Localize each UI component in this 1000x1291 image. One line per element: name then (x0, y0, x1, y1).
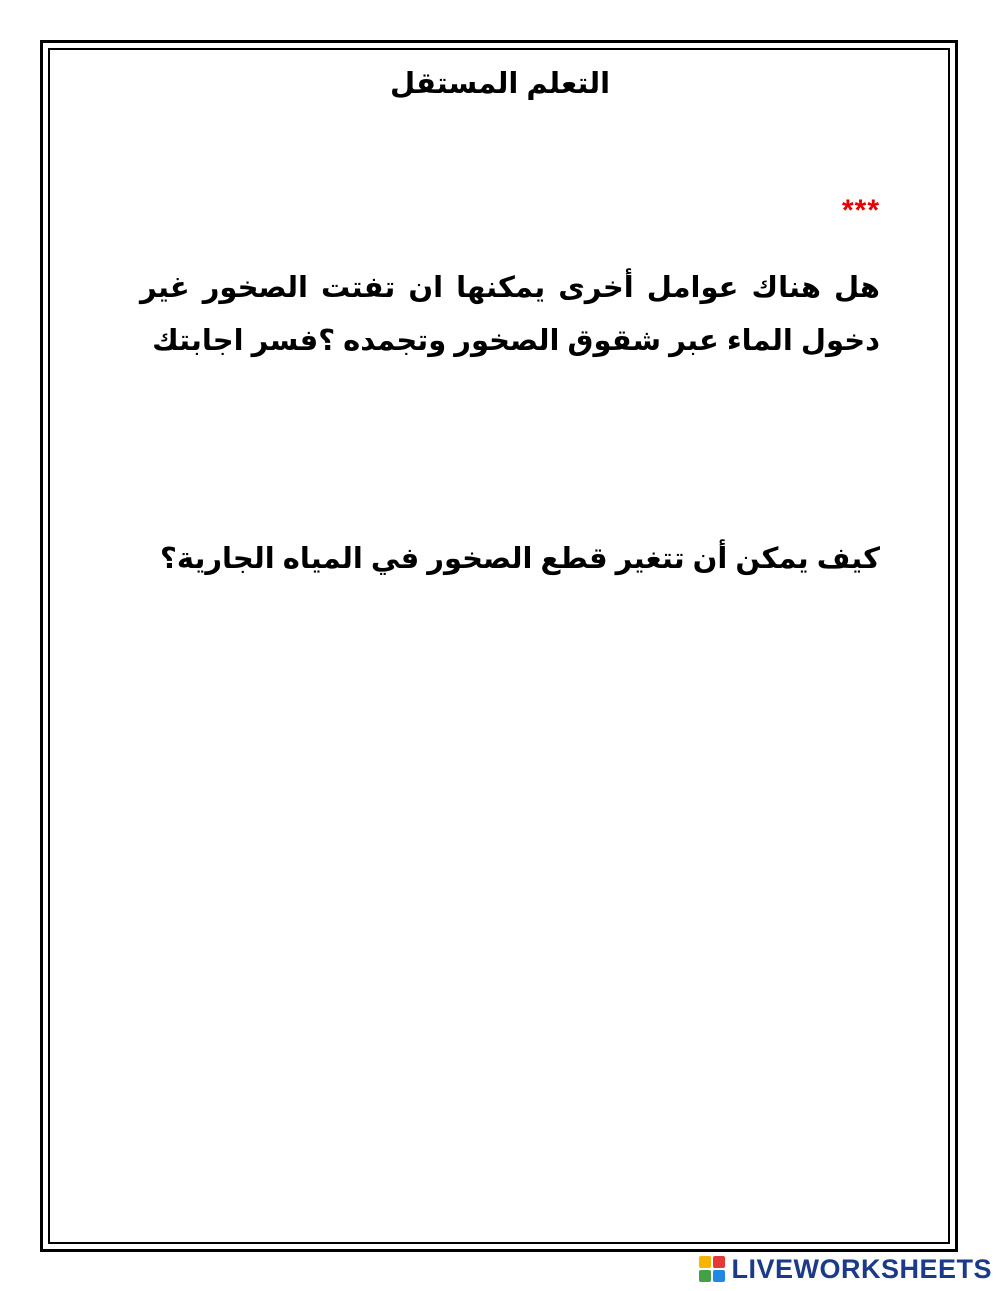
logo-square-red (713, 1256, 725, 1268)
logo-square-yellow (699, 1256, 711, 1268)
brand-text: LIVEWORKSHEETS (731, 1253, 992, 1284)
stars-marker: *** (841, 194, 880, 227)
logo-square-green (699, 1270, 711, 1282)
page-title: التعلم المستقل (389, 68, 611, 100)
logo-square-blue (713, 1270, 725, 1282)
question-2: كيف يمكن أن تتغير قطع الصخور في المياه الجارية؟ (160, 543, 880, 575)
liveworksheets-logo-icon (699, 1256, 725, 1282)
page-border-inner (48, 48, 950, 1244)
liveworksheets-brand[interactable] (699, 1252, 992, 1286)
question-1: هل هناك عوامل أخرى يمكنها ان تفتت الصخور غير دخول الماء عبر شقوق الصخور وتجمده ؟فسر اجابتك (140, 272, 880, 357)
